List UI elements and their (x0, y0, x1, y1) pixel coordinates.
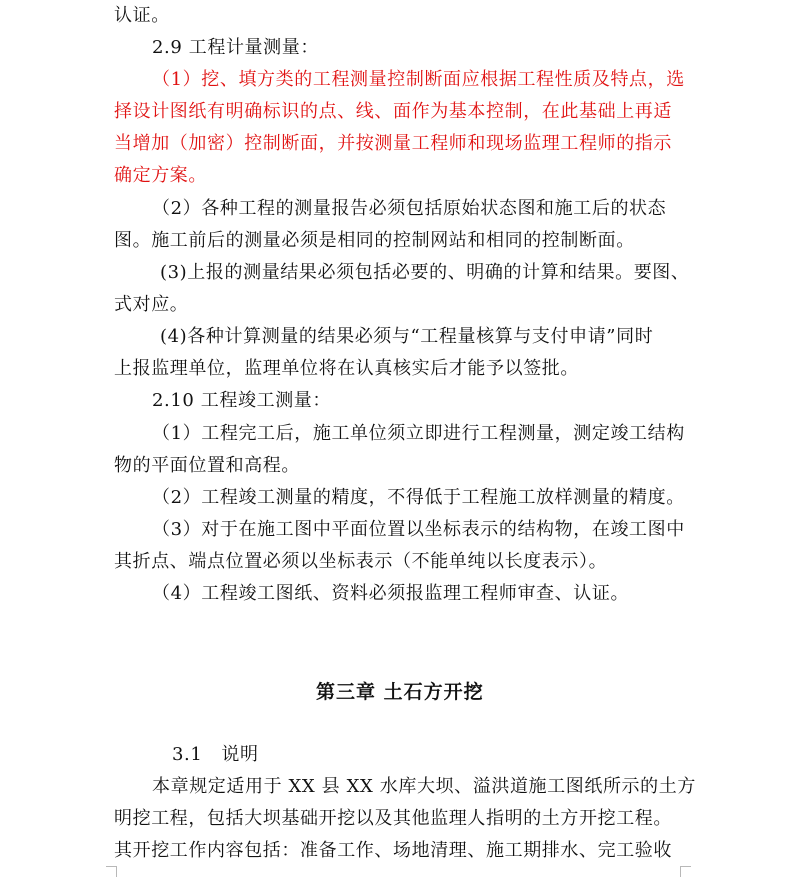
highlighted-text-line: 择设计图纸有明确标识的点、线、面作为基本控制，在此基础上再适 (114, 101, 672, 122)
text-line: 认证。 (114, 5, 170, 26)
section-heading: 2.10 工程竣工测量： (152, 390, 331, 411)
text-line: 图。施工前后的测量必须是相同的控制网站和相同的控制断面。 (114, 230, 635, 251)
chapter-title: 第三章 土石方开挖 (316, 681, 484, 703)
text-line: 其折点、端点位置必须以坐标表示（不能单纯以长度表示）。 (114, 551, 608, 572)
text-line: （3）对于在施工图中平面位置以坐标表示的结构物，在竣工图中 (152, 519, 685, 540)
highlighted-text-line: 当增加（加密）控制断面，并按测量工程师和现场监理工程师的指示 (114, 133, 672, 154)
section-heading: 3.1 说明 (172, 744, 259, 765)
margin-marker-left (106, 866, 117, 877)
text-line: （2）各种工程的测量报告必须包括原始状态图和施工后的状态 (152, 198, 667, 219)
text-line: 上报监理单位，监理单位将在认真核实后才能予以签批。 (114, 358, 579, 379)
text-line: (4)各种计算测量的结果必须与“工程量核算与支付申请”同时 (160, 326, 654, 347)
text-line: （1）工程完工后，施工单位须立即进行工程测量，测定竣工结构 (152, 423, 685, 444)
paragraph-line: 其开挖工作内容包括：准备工作、场地清理、施工期排水、完工验收 (114, 840, 672, 861)
text-line: 物的平面位置和高程。 (114, 455, 300, 476)
text-line: （4）工程竣工图纸、资料必须报监理工程师审查、认证。 (152, 583, 630, 604)
section-heading: 2.9 工程计量测量： (152, 37, 319, 58)
text-line: (3)上报的测量结果必须包括必要的、明确的计算和结果。要图、 (160, 262, 690, 283)
text-line: 式对应。 (114, 294, 189, 315)
text-line: （2）工程竣工测量的精度，不得低于工程施工放样测量的精度。 (152, 487, 685, 508)
paragraph-line: 本章规定适用于 XX 县 XX 水库大坝、溢洪道施工图纸所示的土方 (152, 776, 696, 797)
margin-marker-right (680, 866, 691, 877)
paragraph-line: 明挖工程，包括大坝基础开挖以及其他监理人指明的土方开挖工程。 (114, 808, 672, 829)
highlighted-text-line: （1）挖、填方类的工程测量控制断面应根据工程性质及特点，选 (152, 69, 685, 90)
highlighted-text-line: 确定方案。 (114, 165, 207, 186)
